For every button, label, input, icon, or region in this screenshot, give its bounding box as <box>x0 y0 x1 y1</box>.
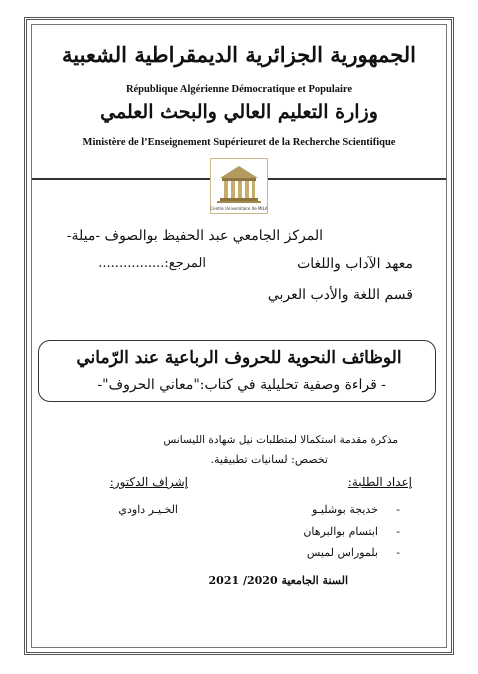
student-name: ابتسام بوالبرهان <box>303 525 378 538</box>
supervisor-name: الخـيـر داودي <box>118 503 178 516</box>
logo-caption: Centre Universitaire de MILA <box>210 206 268 211</box>
university-building-icon <box>210 158 268 214</box>
thesis-subtitle: - قراءة وصفية تحليلية في كتاب:"معاني الحروف"- <box>97 377 386 393</box>
student-name: خديجة بوشليـو <box>312 503 378 516</box>
academic-year: السنة الجامعية 2020/ 2021 <box>208 574 348 587</box>
institute-name: معهد الآداب واللغات <box>297 256 413 272</box>
ministry-arabic: وزارة التعليم العالي والبحث العلمي <box>100 101 378 123</box>
republic-arabic: الجمهورية الجزائرية الديمقراطية الشعبية <box>61 42 416 67</box>
list-bullet: - <box>396 503 400 516</box>
list-bullet: - <box>396 546 400 559</box>
supervisor-heading: إشراف الدكتور: <box>109 475 188 489</box>
department-name: قسم اللغة والأدب العربي <box>267 287 413 303</box>
specialty: تخصص: لسانيات تطبيقية. <box>210 453 328 466</box>
students-heading: إعداد الطلبة: <box>347 475 412 489</box>
university-logo <box>210 158 268 214</box>
ministry-french: Ministère de l’Enseignement Supérieuret de la Recherche Scientifique <box>82 137 396 148</box>
list-bullet: - <box>396 525 400 538</box>
thesis-title: الوظائف النحوية للحروف الرباعية عند الرّماني <box>76 348 402 368</box>
memo-statement: مذكرة مقدمة استكمالا لمتطلبات نيل شهادة الليسانس <box>163 434 398 446</box>
republic-french: République Algérienne Démocratique et Populaire <box>125 84 353 95</box>
reference-field: المرجع:................ <box>98 256 206 271</box>
student-name: بلموراس لميس <box>306 546 378 559</box>
university-center-name: المركز الجامعي عبد الحفيظ بوالصوف -ميلة- <box>66 228 323 244</box>
